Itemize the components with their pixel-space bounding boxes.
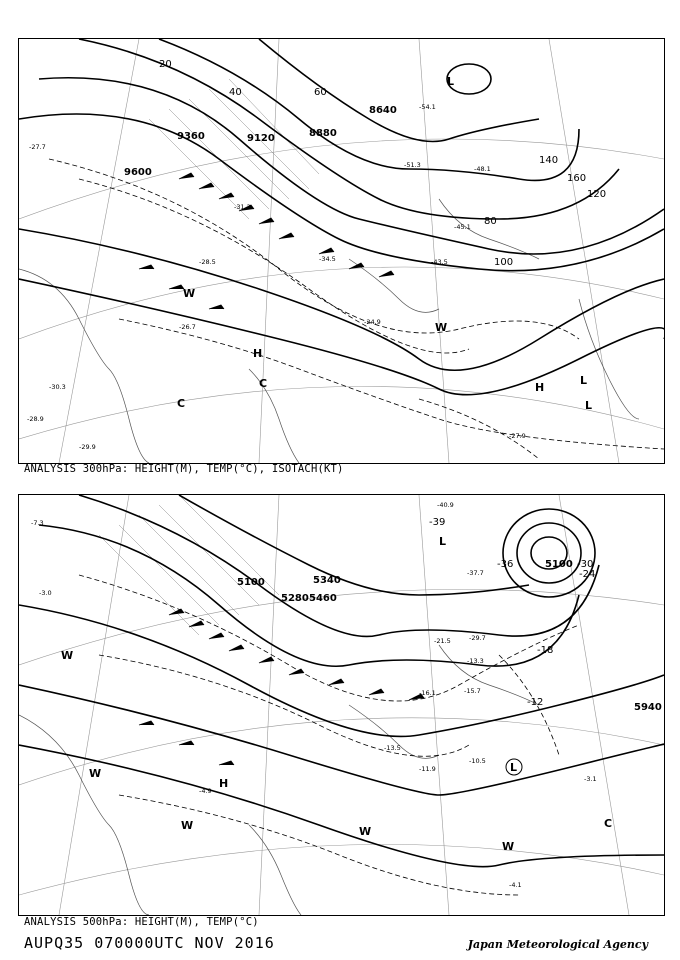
station-value: -7.3 [31, 519, 44, 527]
isotach-label: 100 [494, 257, 514, 268]
station-value: -10.5 [469, 757, 486, 765]
pressure-center: H [253, 347, 263, 360]
map-500hpa [18, 494, 665, 916]
isotach-contours [49, 159, 664, 459]
temp-label: -31.2 [234, 203, 251, 211]
station-value: -4.1 [509, 881, 522, 889]
caption-300hpa: ANALYSIS 300hPa: HEIGHT(M), TEMP(°C), ISOTACH(KT) [24, 463, 344, 475]
temp-label: -29.9 [79, 443, 96, 451]
isotach-label: 80 [484, 216, 497, 227]
pressure-center: L [585, 399, 593, 412]
temp-label: -27.7 [29, 143, 46, 151]
temp-label: -48.1 [474, 165, 491, 173]
temp-label: -28.5 [199, 258, 216, 266]
station-value: -11.9 [419, 765, 436, 773]
map-500hpa-canvas [19, 495, 664, 915]
pressure-center: W [89, 767, 102, 780]
pressure-center: L [439, 535, 447, 548]
isotach-label: 140 [539, 155, 559, 166]
station-value: -29.7 [469, 634, 486, 642]
temp-label: -54.1 [419, 103, 436, 111]
isotach-label: 20 [159, 59, 172, 70]
temp-label: -28.9 [27, 415, 44, 423]
station-value: -3.1 [584, 775, 597, 783]
temp-contour-label: -12 [527, 697, 544, 708]
height-label-group [124, 105, 397, 178]
pressure-center: C [259, 377, 268, 390]
agency-name: Japan Meteorological Agency [467, 938, 648, 951]
height-label: 5280 [281, 593, 309, 604]
pressure-center: W [61, 649, 74, 662]
temp-contour-label: -18 [537, 645, 554, 656]
temp-contour-label: -36 [497, 559, 514, 570]
isotach-label: 40 [229, 87, 242, 98]
coastline [19, 199, 639, 463]
wind-barbs [139, 609, 424, 765]
pressure-center: C [604, 817, 613, 830]
pressure-center: W [181, 819, 194, 832]
pressure-center: W [435, 321, 448, 334]
temp-label: -43.5 [431, 258, 448, 266]
isotach-label: 60 [314, 87, 327, 98]
temp-label: -34.5 [319, 255, 336, 263]
bulletin-code: AUPQ35 070000UTC NOV 2016 [24, 934, 275, 952]
temp-label: -27.9 [509, 432, 526, 440]
pressure-center: C [177, 397, 186, 410]
pressure-center: H [219, 777, 229, 790]
isotach-label: 160 [567, 173, 587, 184]
pressure-center: H [535, 381, 545, 394]
station-value: -21.5 [434, 637, 451, 645]
pressure-center: W [502, 840, 515, 853]
height-label: 5940 [634, 702, 662, 713]
station-value: -40.9 [437, 501, 454, 509]
temp-contour-label: -39 [429, 517, 446, 528]
pressure-center: L [580, 374, 588, 387]
map-300hpa-canvas [19, 39, 664, 463]
height-label: 8640 [369, 105, 397, 116]
temp-label: -51.3 [404, 161, 421, 169]
height-label: 5100 [237, 577, 265, 588]
pressure-center: W [183, 287, 196, 300]
temp-label-group [27, 103, 526, 451]
pressure-center: L [510, 761, 518, 774]
height-label: 5460 [309, 593, 337, 604]
isotach-label: 120 [587, 189, 607, 200]
map-300hpa [18, 38, 665, 464]
temp-label: -45.1 [454, 223, 471, 231]
height-label: 9360 [177, 131, 205, 142]
station-value: -13.3 [467, 657, 484, 665]
pressure-center: L [447, 75, 455, 88]
pressure-center: W [359, 825, 372, 838]
station-value: -13.5 [384, 744, 401, 752]
height-label: 9120 [247, 133, 275, 144]
height-label: 5340 [313, 575, 341, 586]
height-label: 9600 [124, 167, 152, 178]
temp-label: -30.3 [49, 383, 66, 391]
temp-contour-label: -30 [577, 559, 594, 570]
height-contours [19, 39, 664, 395]
temp-contour-label: -24 [579, 569, 596, 580]
station-value: -37.7 [467, 569, 484, 577]
graticule [19, 495, 664, 915]
station-value: -4.9 [199, 787, 212, 795]
height-label: 8880 [309, 128, 337, 139]
station-value: -15.7 [464, 687, 481, 695]
height-label-group [237, 559, 662, 713]
pressure-center-group [177, 75, 592, 412]
temp-contour-label-group [429, 517, 595, 708]
height-label: 5100 [545, 559, 573, 570]
station-value: -3.0 [39, 589, 52, 597]
station-value: -16.1 [419, 689, 436, 697]
temp-label: -24.9 [364, 318, 381, 326]
temp-label: -26.7 [179, 323, 196, 331]
caption-500hpa: ANALYSIS 500hPa: HEIGHT(M), TEMP(°C) [24, 916, 259, 928]
